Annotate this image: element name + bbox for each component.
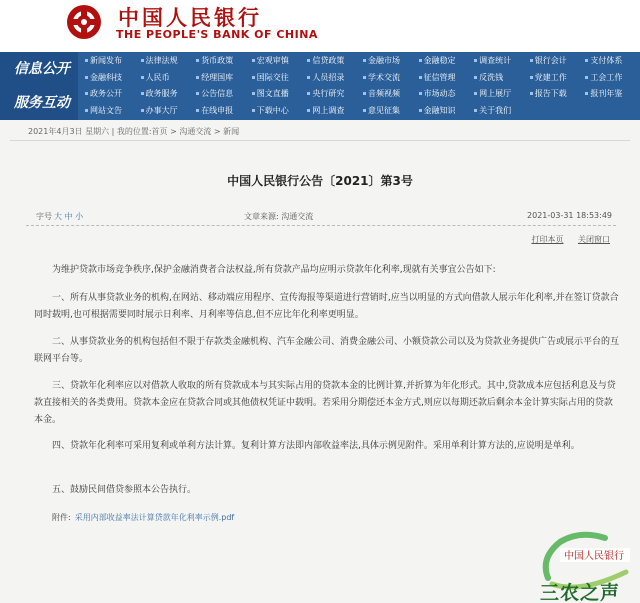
paragraph-3: 三、贷款年化利率应以对借款人收取的所有贷款成本与其实际占用的贷款本金的比例计算,并折算为年化形式。其中,贷款成本应包括利息及与贷款直接相关的各类费用。贷款本金应在贷款合同或其他债权凭证中载明。若采用分期偿还本金方式,则应以每期还款后剩余本金计算实际占用的贷款本金。 [34,381,616,425]
article-source: 文章来源: 沟通交流 [244,212,314,221]
nav-link[interactable]: 意见征集 [362,103,418,120]
site-header [0,0,640,52]
nav-link[interactable]: 工会工作 [584,70,640,87]
nav-section-service[interactable]: 服务互动 [0,86,78,120]
article-datetime: 2021-03-31 18:53:49 [527,211,612,220]
font-size-label: 字号 [36,212,52,221]
nav-link[interactable]: 办事大厅 [140,103,196,120]
bank-name-en: THE PEOPLE'S BANK OF CHINA [116,28,318,41]
nav-link[interactable]: 法律法规 [140,53,196,70]
nav-link[interactable]: 货币政策 [195,53,251,70]
nav-link[interactable]: 支付体系 [584,53,640,70]
nav-link[interactable]: 公告信息 [195,86,251,103]
paragraph-5: 五、鼓励民间借贷参照本公告执行。 [52,485,197,495]
paragraph-1: 一、所有从事贷款业务的机构,在网站、移动端应用程序、宣传海报等渠道进行营销时,应当以明显的方式向借款人展示年化利率,并在签订贷款合同时载明,也可根据需要同时展示日利率、月利率等信息,但不应比年化利率更明显。 [34,293,619,320]
nav-link[interactable]: 学术交流 [362,70,418,87]
pboc-logo-icon[interactable] [64,2,104,42]
nav-link[interactable]: 网上展厅 [473,86,529,103]
article-meta [26,208,616,226]
nav-link[interactable]: 征信管理 [418,70,474,87]
article-title: 中国人民银行公告〔2021〕第3号 [227,174,413,188]
nav-link[interactable]: 银行会计 [529,53,585,70]
article-actions [519,234,610,245]
nav-link[interactable]: 音频视频 [362,86,418,103]
main-nav [0,52,640,120]
nav-link-grid [84,53,640,119]
paragraph-intro: 为维护贷款市场竞争秩序,保护金融消费者合法权益,所有贷款产品均应明示贷款年化利率,现就有关事宜公告如下: [52,265,496,275]
nav-section-info[interactable]: 信息公开 [0,52,78,86]
paragraph-4: 四、贷款年化利率可采用复利或单利方法计算。复利计算方法即内部收益率法,具体示例见附件。采用单利计算方法的,应说明是单利。 [52,441,580,451]
nav-link[interactable]: 市场动态 [418,86,474,103]
nav-link[interactable]: 金融市场 [362,53,418,70]
bank-name-cn: 中国人民银行 [118,6,262,30]
nav-link[interactable]: 图文直播 [251,86,307,103]
divider [10,140,630,141]
nav-link[interactable]: 政务公开 [84,86,140,103]
nav-link[interactable]: 人员招录 [306,70,362,87]
font-size-control [36,211,83,222]
nav-link[interactable]: 经理国库 [195,70,251,87]
attachment-label: 附件: [52,513,71,522]
paragraph-2: 二、从事贷款业务的机构包括但不限于存款类金融机构、汽车金融公司、消费金融公司、小额贷款公司以及为贷款业务提供广告或展示平台的互联网平台等。 [34,337,620,364]
nav-link[interactable]: 下载中心 [251,103,307,120]
nav-link[interactable]: 反洗钱 [473,70,529,87]
nav-link[interactable]: 网上调查 [306,103,362,120]
attachment [52,512,234,523]
font-size-options[interactable]: 大 中 小 [54,212,84,221]
nav-link[interactable]: 信贷政策 [306,53,362,70]
nav-link[interactable]: 网站文告 [84,103,140,120]
nav-link[interactable]: 央行研究 [306,86,362,103]
print-link[interactable]: 打印本页 [531,235,564,244]
nav-link[interactable]: 在线申报 [195,103,251,120]
nav-link[interactable]: 宏观审慎 [251,53,307,70]
nav-link[interactable]: 党建工作 [529,70,585,87]
nav-link[interactable]: 调查统计 [473,53,529,70]
attachment-link[interactable]: 采用内部收益率法计算贷款年化利率示例.pdf [74,513,235,522]
watermark-stamp-text: 中国人民银行 [564,551,624,562]
nav-link[interactable]: 关于我们 [473,103,529,120]
nav-link[interactable]: 金融知识 [418,103,474,120]
nav-link[interactable]: 金融科技 [84,70,140,87]
nav-link[interactable]: 政务服务 [140,86,196,103]
close-window-link[interactable]: 关闭窗口 [578,235,610,244]
breadcrumb[interactable]: 2021年4月3日 星期六 | 我的位置:首页 > 沟通交流 > 新闻 [28,127,240,136]
nav-link[interactable]: 报刊年鉴 [584,86,640,103]
nav-link[interactable]: 新闻发布 [84,53,140,70]
nav-link[interactable]: 人民币 [140,70,196,87]
nav-link[interactable]: 报告下载 [529,86,585,103]
nav-link[interactable]: 金融稳定 [418,53,474,70]
nav-link[interactable]: 国际交往 [251,70,307,87]
watermark-text: 三农之声 [540,582,621,603]
